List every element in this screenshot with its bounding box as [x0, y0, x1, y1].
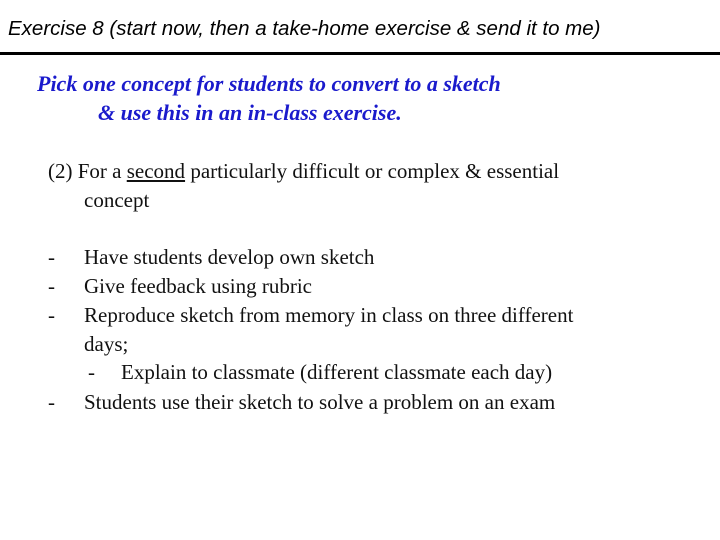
point-heading-cont: concept: [84, 188, 150, 212]
bullet-text-cont: days;: [84, 332, 129, 356]
title-divider: [0, 52, 720, 55]
bullet-dash: -: [48, 303, 55, 327]
subtitle-line-1: Pick one concept for students to convert to a sketch: [37, 71, 501, 96]
bullet-text: Students use their sketch to solve a problem on an exam: [84, 390, 556, 414]
subtitle-line-2: & use this in an in-class exercise.: [98, 100, 402, 125]
bullet-text: Have students develop own sketch: [84, 245, 375, 269]
bullet-dash: -: [48, 390, 55, 414]
sub-bullet-text: Explain to classmate (different classmate each day): [121, 360, 553, 384]
point-heading: [48, 159, 559, 184]
slide-title: Exercise 8 (start now, then a take-home exercise & send it to me): [8, 17, 601, 40]
bullet-text: Reproduce sketch from memory in class on three different: [84, 303, 574, 327]
point-suffix: particularly difficult or complex & essential: [185, 159, 560, 183]
bullet-text: Give feedback using rubric: [84, 274, 312, 298]
sub-bullet-dash: -: [88, 360, 95, 384]
point-prefix: (2) For a: [48, 159, 127, 183]
point-emphasis: second: [126, 159, 186, 183]
bullet-dash: -: [48, 245, 55, 269]
bullet-dash: -: [48, 274, 55, 298]
